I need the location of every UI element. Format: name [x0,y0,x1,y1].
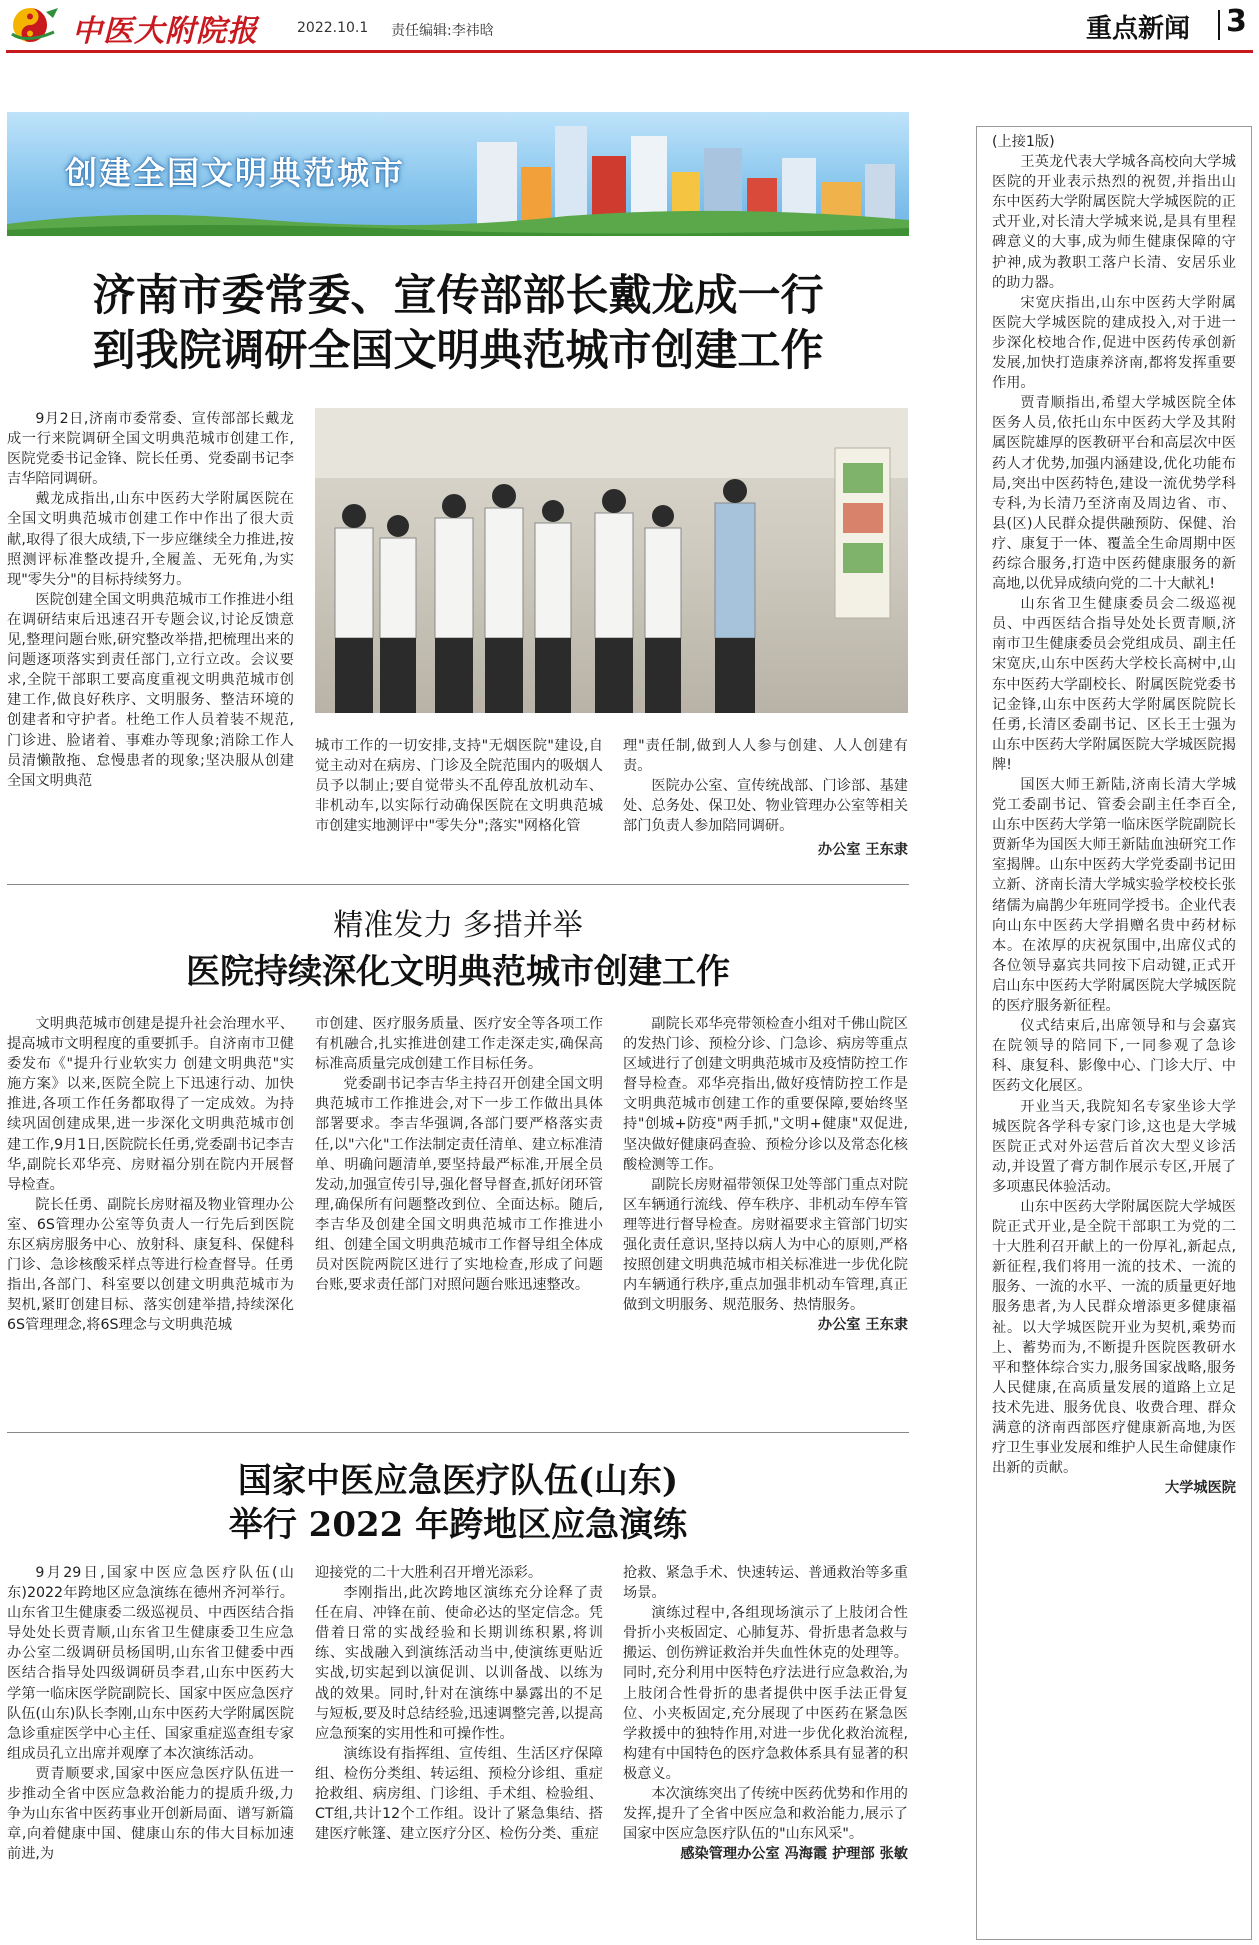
article3-headline-line2: 举行 2022 年跨地区应急演练 [228,1505,688,1545]
paragraph: 院长任勇、副院长房财福及物业管理办公室、6S管理办公室等负责人一行先后到医院东区病房服务中心、放射科、康复科、保健科门诊、急诊核酸采样点等进行检查督导。任勇指出,各部门、科室要以创建文明典范城市为契机,紧盯创建目标、落实创建举措,持续深化6S管理理念,将6S理念与文明典范城 [7,1196,294,1334]
article1-headline-line1: 济南市委常委、宣传部部长戴龙成一行 [92,271,824,321]
article1-headline-line2: 到我院调研全国文明典范城市创建工作 [92,326,824,376]
newspaper-logo-icon [6,4,62,46]
photo-icon [315,408,908,713]
article3-col1 [7,1563,294,1864]
paragraph: 副院长邓华亮带领检查小组对千佛山院区的发热门诊、预检分诊、门急诊、病房等重点区域进行了创建文明典范城市及疫情防控工作督导检查。邓华亮指出,做好疫情防控工作是文明典范城市创建工作的重要保障,要始终坚持"创城+防疫"两手抓,"文明+健康"双促进,坚决做好健康码查验、预检分诊以及常态化核酸检测等工作。 [623,1016,908,1173]
paragraph: 贾青顺要求,国家中医应急医疗队伍进一步推动全省中医应急救治能力的提质升级,力争为山东省中医药事业开创新局面、谱写新篇章,向着健康中国、健康山东的伟大目标加速前进,为 [7,1765,294,1863]
paragraph: 9月29日,国家中医应急医疗队伍(山东)2022年跨地区应急演练在德州齐河举行。山东省卫生健康委二级巡视员、中西医结合指导处处长贾青顺,山东省卫生健康委卫生应急办公室二级调研员杨国明,山东省卫健委中西医结合指导处四级调研员李君,山东中医药大学第一临床医学院副院长、国家中医应急医疗队伍(山东)队长李刚,山东中医药大学附属医院急诊重症医学中心主任、国家重症巡查组专家组成员孔立出席并观摩了本次演练活动。 [7,1565,294,1762]
article1-col1 [7,409,294,791]
article1-photo [315,408,908,713]
paragraph: 演练设有指挥组、宣传组、生活区疗保障组、检伤分类组、转运组、预检分诊组、重症抢救组、病房组、门诊组、手术组、检验组、CT组,共计12个工作组。设计了紧急集结、搭建医疗帐篷、建立医疗分区、检伤分类、重症 [315,1745,603,1843]
paragraph: 宋宽庆指出,山东中医药大学附属医院大学城医院的建成投入,对于进一步深化校地合作,促进中医药传承创新发展,加快打造康养济南,都将发挥重要作用。 [992,294,1236,392]
paragraph: 仪式结束后,出席领导和与会嘉宾在院领导的陪同下,一同参观了急诊科、康复科、影像中心、门诊大厅、中医药文化展区。 [992,1018,1236,1095]
article-divider [7,1432,909,1433]
sidebar-text [992,132,1236,1498]
paragraph: 9月2日,济南市委常委、宣传部部长戴龙成一行来院调研全国文明典范城市创建工作,医院党委书记金锋、院长任勇、党委副书记李吉华陪同调研。 [7,411,294,488]
paragraph: 戴龙成指出,山东中医药大学附属医院在全国文明典范城市创建工作中作出了很大贡献,取得了很大成绩,下一步应继续全力推进,按照测评标准整改提升,全履盖、无死角,为实现"零失分"的目标持续努力。 [7,491,294,588]
paragraph: 副院长房财福带领保卫处等部门重点对院区车辆通行流线、停车秩序、非机动车停车管理等进行督导检查。房财福要求主管部门切实强化责任意识,坚持以病人为中心的原则,严格按照创建文明典范城市相关标准进一步优化院内车辆通行秩序,重点加强非机动车管理,真正做到文明服务、规范服务、热情服务。 [623,1176,908,1314]
paragraph: 王英龙代表大学城各高校向大学城医院的开业表示热烈的祝贺,并指出山东中医药大学附属医院大学城医院的正式开业,对长清大学城来说,是具有里程碑意义的大事,成为师生健康保障的守护神,成为教职工落户长清、安居乐业的助力器。 [992,154,1236,291]
paragraph: 市创建、医疗服务质量、医疗安全等各项工作有机融合,扎实推进创建工作走深走实,确保高标准高质量完成创建工作目标任务。 [315,1016,603,1073]
article2-headline-line2: 医院持续深化文明典范城市创建工作 [186,952,730,992]
banner [7,112,909,236]
article2-col2 [315,1014,603,1295]
paragraph: 开业当天,我院知名专家坐诊大学城医院各学科专家门诊,这也是大学城医院正式对外运营后首次大型义诊活动,并设置了膏方制作展示专区,开展了多项惠民体验活动。 [992,1098,1236,1195]
paragraph: 山东中医药大学附属医院大学城医院正式开业,是全院干部职工为党的二十大胜利召开献上的一份厚礼,新起点,新征程,我们将用一流的技术、一流的服务、一流的水平、一流的质量更好地服务患者,为人民群众增添更多健康福祉。以大学城医院开业为契机,乘势而上、蓄势而为,不断提升医院医教研水平和整体综合实力,服务国家战略,服务人民健康,在高质量发展的道路上立足技术先进、服务优良、收费合理、群众满意的济南西部医疗健康新高地,为医疗卫生事业发展和维护人民生命健康作出新的贡献。 [992,1198,1236,1477]
continued-from-note: (上接1版) [992,134,1055,150]
issue-date: 2022.10.1 [297,20,369,36]
section-name: 重点新闻 [1086,14,1191,44]
article3-signature: 感染管理办公室 冯海霞 护理部 张敏 [680,1846,908,1863]
paragraph: 文明典范城市创建是提升社会治理水平、提高城市文明程度的重要抓手。自济南市卫健委发布《"提升行业软实力 创建文明典范"实施方案》以来,医院全院上下迅速行动、加快推进,各项工作任务都取得了一定成效。为持续巩固创建成果,进一步深化文明典范城市创建工作,9月1日,医院院长任勇,党委副书记李吉华,副院长邓华亮、房财福分别在院内开展督导检查。 [7,1016,294,1193]
paragraph: 李刚指出,此次跨地区演练充分诠释了责任在肩、冲锋在前、使命必达的坚定信念。凭借着日常的实战经验和长期训练积累,将训练、实战融入到演练活动当中,使演练更贴近实战,切实起到以演促训、以训备战、以练为战的效果。同时,针对在演练中暴露出的不足与短板,要及时总结经验,迅速调整完善,以提高应急预案的实用性和可操作性。 [315,1585,603,1742]
paragraph: 演练过程中,各组现场演示了上肢闭合性骨折小夹板固定、心肺复苏、骨折患者急救与搬运、创伤辨证救治并失血性休克的处理等。同时,充分利用中医特色疗法进行应急救治,为上肢闭合性骨折的患者提供中医手法正骨复位、小夹板固定,充分展现了中医药在紧急医学救援中的独特作用,对进一步优化救治流程,构建有中国特色的医疗急救体系具有显著的积极意义。 [623,1605,908,1782]
sidebar-signature: 大学城医院 [1165,1480,1236,1497]
article3-headline-line1: 国家中医应急医疗队伍(山东) [237,1461,679,1501]
paragraph: 山东省卫生健康委员会二级巡视员、中西医结合指导处处长贾青顺,济南市卫生健康委员会党组成员、副主任宋宽庆,山东中医药大学校长高树中,山东中医药大学副校长、附属医院党委书记金锋,山东中医药大学附属医院院长任勇,长清区委副书记、区长王士强为山东中医药大学附属医院大学城医院揭牌! [992,596,1236,773]
paragraph: 党委副书记李吉华主持召开创建全国文明典范城市工作推进会,对下一步工作做出具体部署要求。李吉华强调,各部门要严格落实责任,以"六化"工作法制定责任清单、建立标准清单、明确问题清单,要坚持最严标准,开展全员发动,加强宣传引导,强化督导督查,抓好闭环管理,确保所有问题整改到位、全面达标。随后,李吉华及创建全国文明典范城市工作推进小组、创建全国文明典范城市工作督导组全体成员对医院两院区进行了实地检查,形成了问题台账,要求责任部门对照问题台账迅速整改。 [315,1076,603,1294]
article3-col2 [315,1563,603,1844]
article2-col3 [623,1014,908,1335]
masthead-rule [6,50,1253,53]
article1-signature: 办公室 王东隶 [817,842,908,859]
masthead [0,0,1259,50]
page-number: 3 [1226,4,1247,39]
article1-col3 [623,736,908,860]
paragraph: 本次演练突出了传统中医药优势和作用的发挥,提升了全省中医应急和救治能力,展示了国家中医应急医疗队伍的"山东风采"。 [623,1786,908,1843]
paragraph: 贾青顺指出,希望大学城医院全体医务人员,依托山东中医药大学及其附属医院雄厚的医教研平台和高层次中医药人才优势,加强内涵建设,优化功能布局,突出中医药特色,建设一流优势学科专科,为长清乃至济南及周边省、市、县(区)人民群众提供融预防、保健、治疗、康复于一体、覆盖全生命周期中医药综合服务,打造中医药健康服务的新高地,以优异成绩向党的二十大献礼! [992,395,1236,593]
paragraph: 迎接党的二十大胜利召开增光添彩。 [315,1565,543,1581]
article2-headline-line1: 精准发力 多措并举 [333,908,583,943]
article2-signature: 办公室 王东隶 [817,1317,908,1334]
paper-name: 中医大附院报 [72,14,258,49]
article-divider [7,884,909,885]
paragraph: 医院办公室、宣传统战部、门诊部、基建处、总务处、保卫处、物业管理办公室等相关部门负责人参加陪同调研。 [623,778,908,835]
section-divider [1218,10,1220,40]
paragraph: 医院创建全国文明典范城市工作推进小组在调研结束后迅速召开专题会议,讨论反馈意见,整理问题台账,研究整改举措,把梳理出来的问题逐项落实到责任部门,立行立改。会议要求,全院干部职工要高度重视文明典范城市创建工作,做良好秩序、文明服务、整洁环境的创建者和守护者。杜绝工作人员着装不规范,门诊进、脸诸着、事难办等现象;消除工作人员清懒散拖、怠慢患者的现象;坚决服从创建全国文明典范 [7,591,294,789]
article1-col2 [315,736,603,836]
paragraph: 城市工作的一切安排,支持"无烟医院"建设,自觉主动对在病房、门诊及全院范围内的吸烟人员予以制止;要自觉带头不乱停乱放机动车、非机动车,以实际行动确保医院在文明典范城市创建实地测评中"零失分";落实"网格化管 [315,738,603,835]
article2-col1 [7,1014,294,1336]
responsible-editor: 责任编辑:李祎晗 [391,23,494,39]
banner-title: 创建全国文明典范城市 [65,154,406,192]
paragraph: 国医大师王新陆,济南长清大学城党工委副书记、管委会副主任李百全,山东中医药大学第一临床医学院副院长贾新华为国医大师王新陆血浊研究工作室揭牌。山东中医药大学党委副书记田立新、济南长清大学城实验学校校长张绪儒为扁鹊少年班同学授书。企业代表向山东中医药大学捐赠名贵中药材标本。在浓厚的庆祝氛围中,出席仪式的各位领导嘉宾共同按下启动键,正式开启山东中医药大学附属医院大学城医院的医疗服务新征程。 [992,777,1236,1015]
paragraph: 理"责任制,做到人人参与创建、人人创建有责。 [623,738,908,775]
paragraph: 抢救、紧急手术、快速转运、普通救治等多重场景。 [623,1565,908,1602]
article3-col3 [623,1563,908,1864]
